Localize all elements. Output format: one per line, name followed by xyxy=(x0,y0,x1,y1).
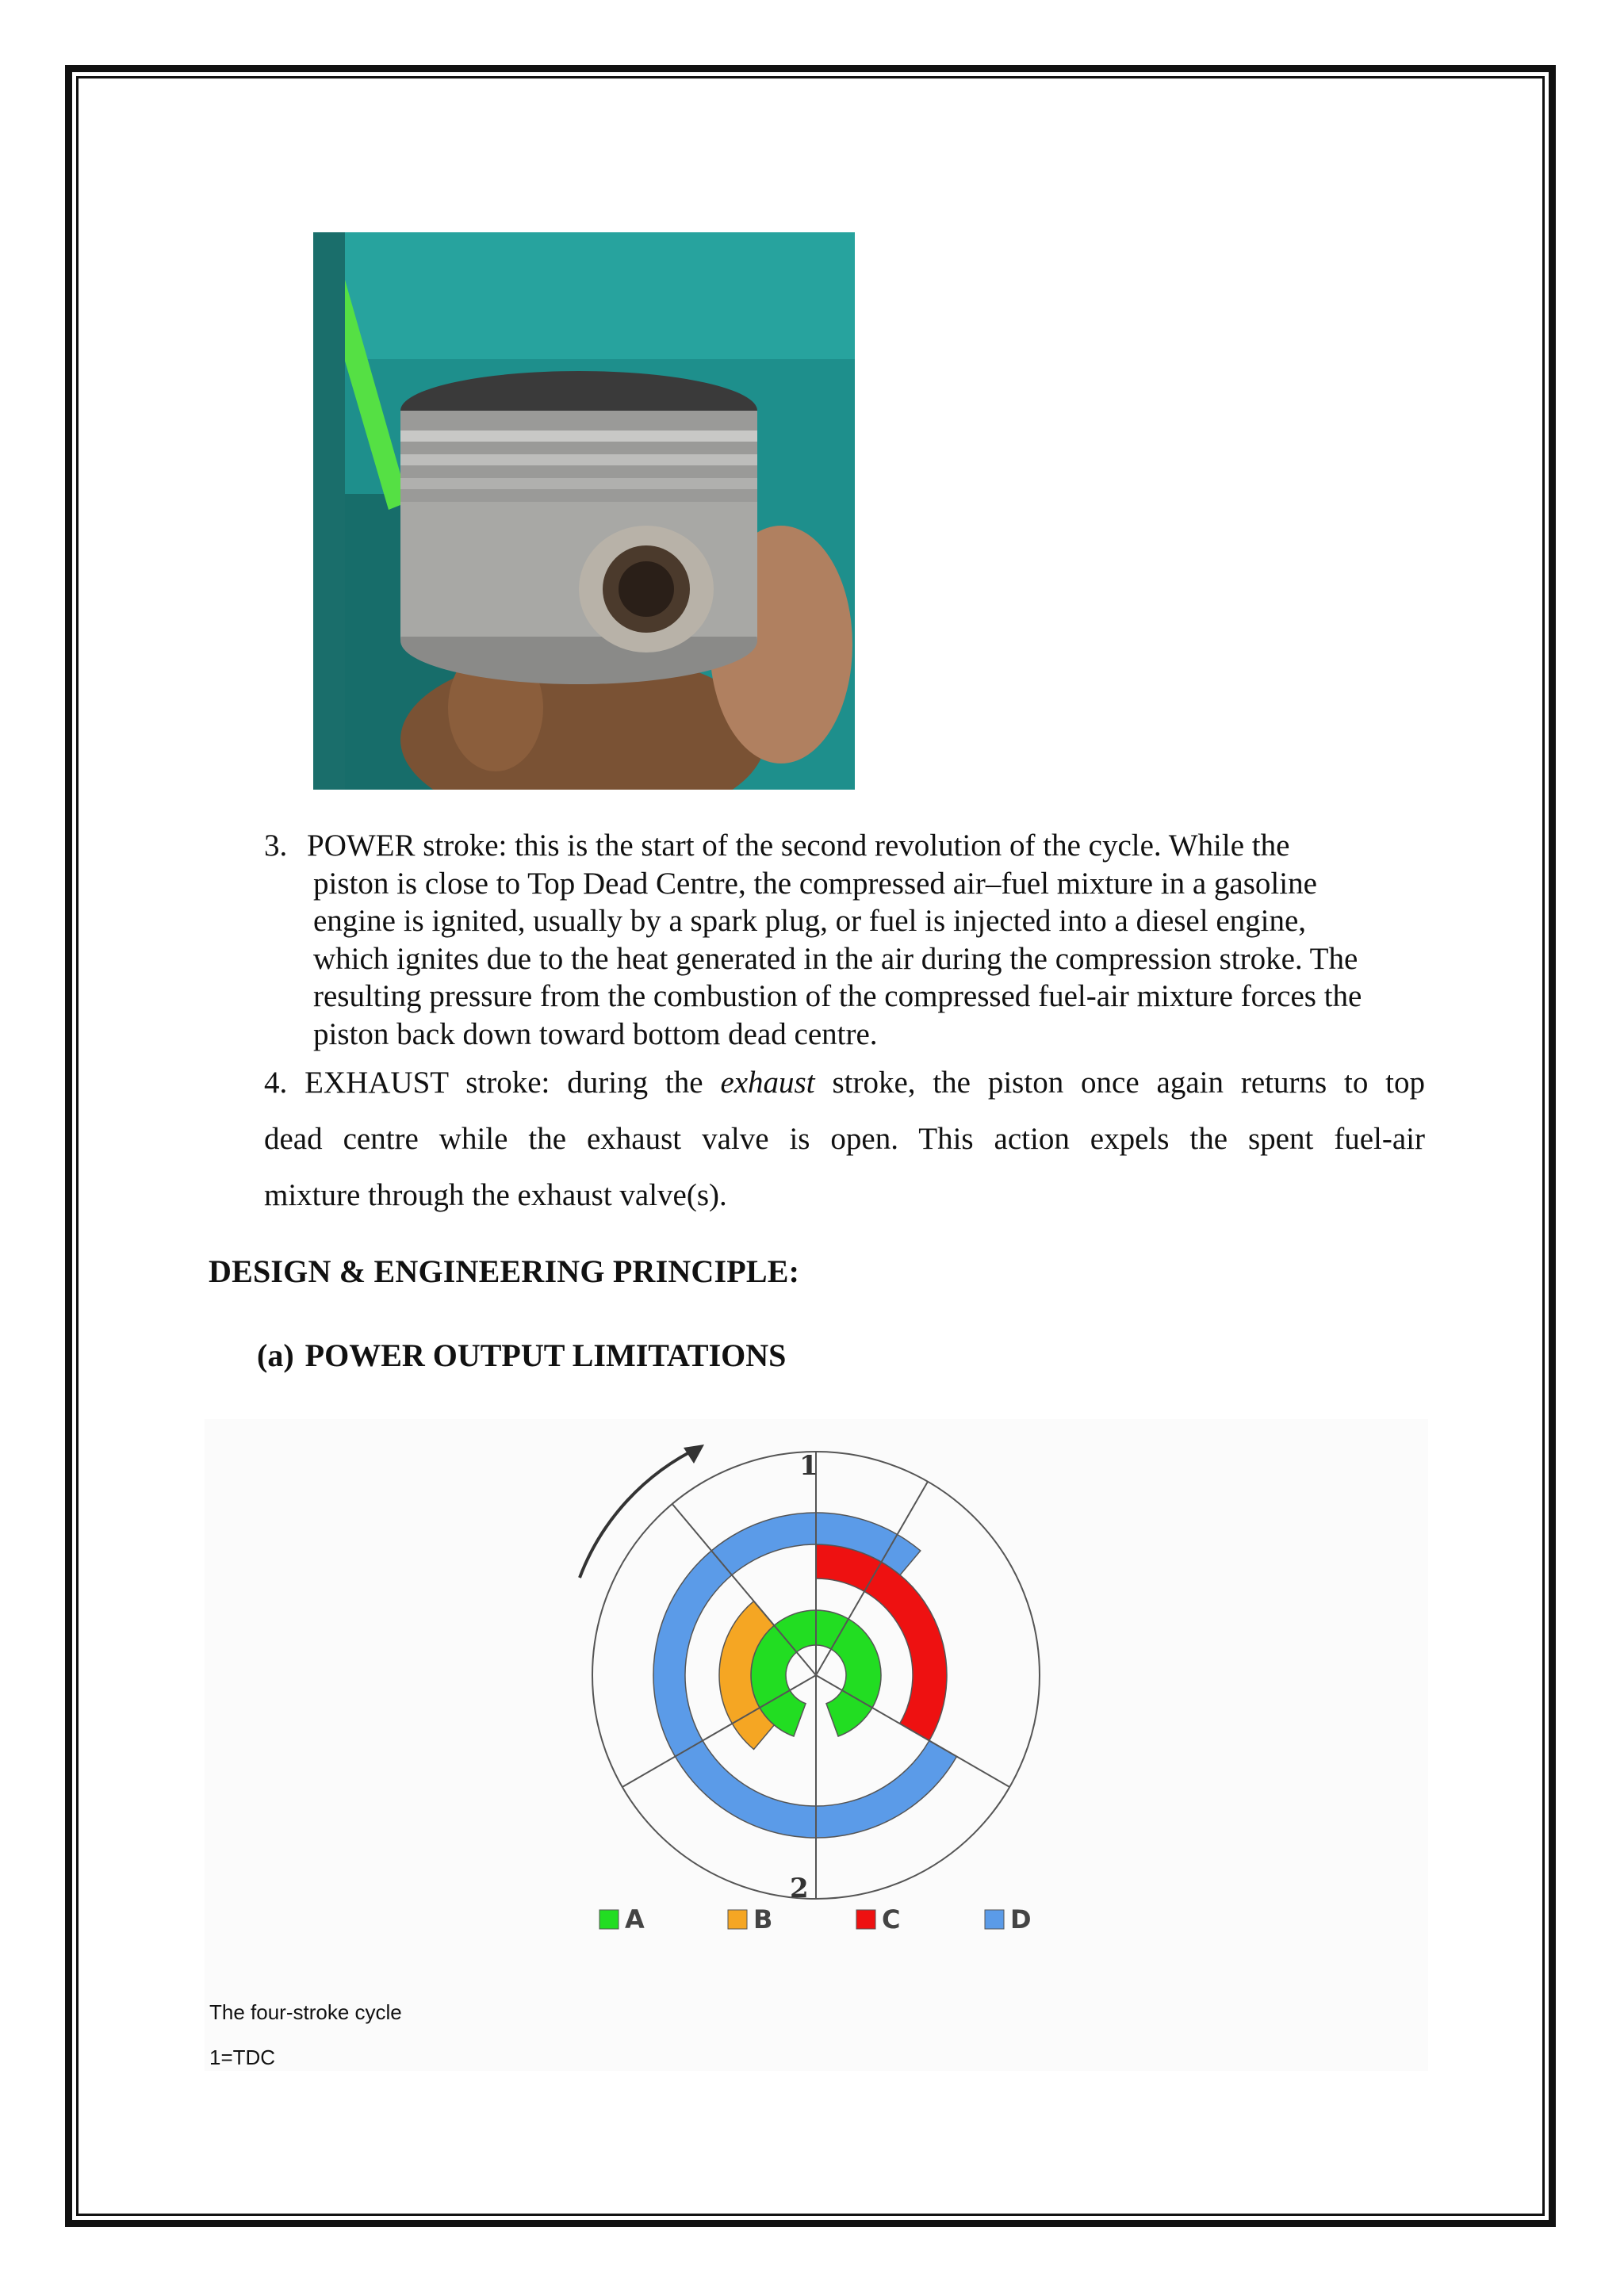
power-stroke-line: piston back down toward bottom dead centre. xyxy=(313,1016,878,1051)
subsection-title: POWER OUTPUT LIMITATIONS xyxy=(304,1337,787,1373)
exhaust-text: 4. EXHAUST stroke: during the xyxy=(264,1066,703,1100)
power-stroke-line: POWER stroke: this is the start of the second revolution of the cycle. While the xyxy=(307,828,1290,863)
caption-title: The four-stroke cycle xyxy=(209,2000,402,2024)
diagram-legend xyxy=(599,1904,1032,1934)
bdc-label: 2 xyxy=(790,1873,809,1904)
power-stroke-line: piston is close to Top Dead Centre, the compressed air–fuel mixture in a gasoline xyxy=(313,866,1317,901)
legend-swatch xyxy=(985,1910,1004,1929)
power-stroke-item xyxy=(264,827,1423,1053)
legend-swatch xyxy=(856,1910,875,1929)
rotation-arrow xyxy=(580,1447,700,1578)
caption-tdc: 1=TDC xyxy=(209,2045,276,2069)
ring-d-arc xyxy=(653,1513,957,1838)
legend-label: D xyxy=(1010,1904,1032,1934)
legend-label: A xyxy=(625,1904,645,1934)
four-stroke-diagram xyxy=(205,1419,1428,2071)
tdc-label: 1 xyxy=(799,1450,818,1482)
diagram-rings xyxy=(653,1513,957,1838)
section-heading: DESIGN & ENGINEERING PRINCIPLE: xyxy=(209,1253,800,1289)
exhaust-stroke-line: mixture through the exhaust valve(s). xyxy=(264,1178,727,1212)
legend-label: B xyxy=(753,1904,773,1934)
legend-swatch xyxy=(728,1910,747,1929)
exhaust-italic: exhaust xyxy=(720,1066,815,1100)
legend-label: C xyxy=(882,1904,901,1934)
exhaust-stroke-line xyxy=(264,1054,1425,1111)
exhaust-stroke-item xyxy=(264,1054,1425,1223)
list-number: 3. xyxy=(264,828,288,863)
piston-photo xyxy=(313,232,855,790)
subsection-marker: (a) xyxy=(257,1337,294,1373)
power-stroke-line: engine is ignited, usually by a spark plug, or fuel is injected into a diesel engine, xyxy=(313,904,1307,938)
exhaust-stroke-line: dead centre while the exhaust valve is open. This action expels the spent fuel-air xyxy=(264,1122,1425,1156)
subsection-heading xyxy=(257,1337,786,1374)
power-stroke-line: which ignites due to the heat generated in the air during the compression stroke. The xyxy=(313,941,1358,976)
legend-swatch xyxy=(599,1910,619,1929)
power-stroke-line: resulting pressure from the combustion of the compressed fuel-air mixture forces the xyxy=(313,979,1362,1013)
exhaust-text: stroke, the piston once again returns to top xyxy=(832,1066,1426,1100)
